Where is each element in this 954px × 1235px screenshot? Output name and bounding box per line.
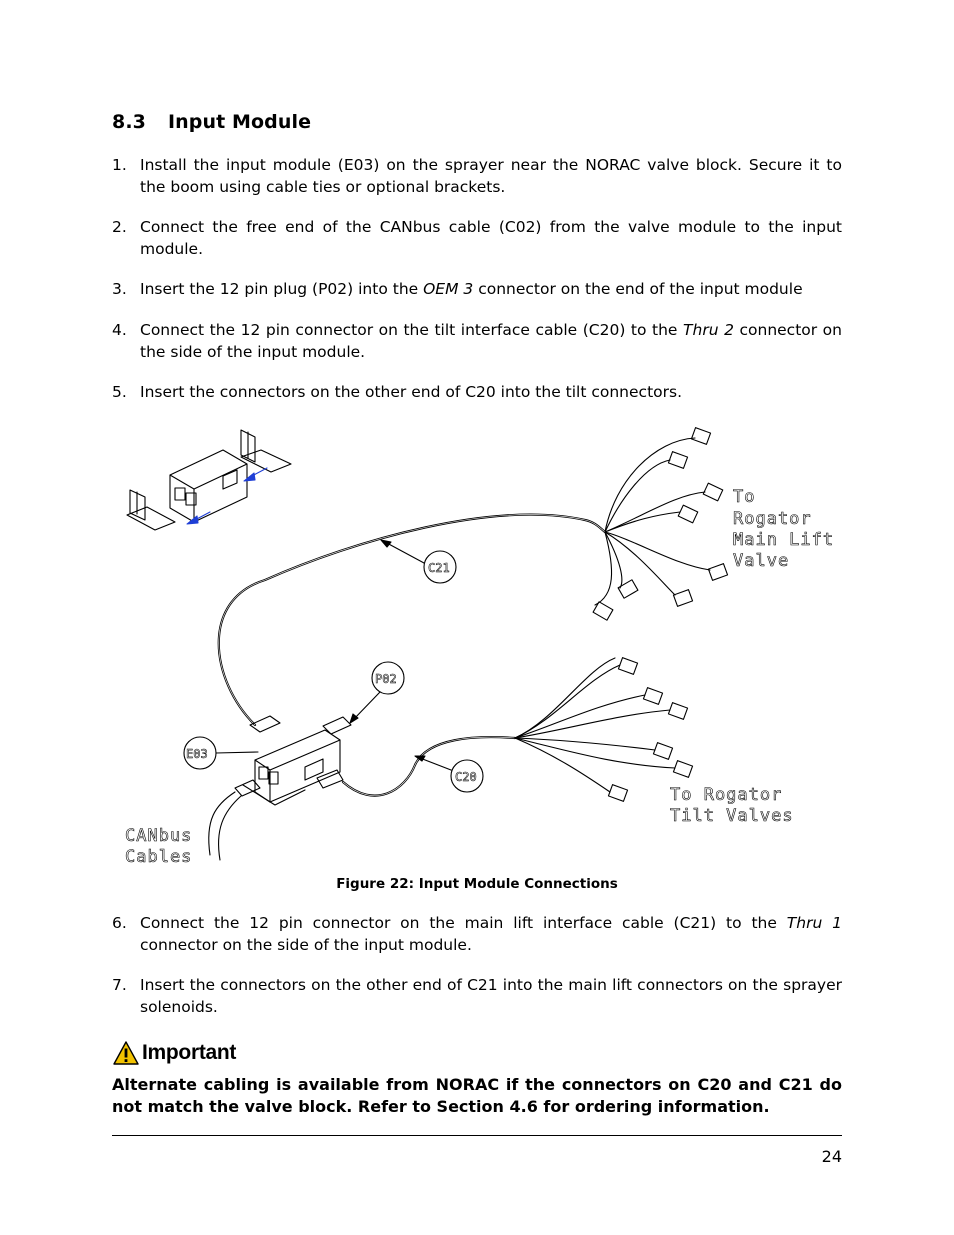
step-number: 7. bbox=[112, 976, 127, 994]
step-number: 2. bbox=[112, 218, 127, 236]
step-text-part: connector on the end of the input module bbox=[473, 280, 803, 298]
footer-rule bbox=[112, 1135, 842, 1136]
canbus-cables bbox=[209, 792, 241, 860]
section-title: Input Module bbox=[168, 111, 312, 133]
warning-triangle-icon bbox=[112, 1040, 140, 1066]
important-label: Important bbox=[142, 1041, 237, 1064]
step-text bbox=[140, 319, 842, 363]
step-text-part: Connect the 12 pin connector on the tilt interface cable (C20) to the bbox=[140, 321, 684, 339]
step-text bbox=[140, 912, 842, 956]
module-bracket-exploded-view bbox=[127, 430, 291, 530]
step-number: 4. bbox=[112, 321, 127, 339]
input-module-connections-figure bbox=[115, 420, 835, 870]
step-text-part: connector on the side of the input module. bbox=[140, 321, 842, 361]
label-c21: C21 bbox=[428, 561, 450, 575]
label-main-lift-4: Valve bbox=[733, 551, 790, 571]
step-4 bbox=[112, 319, 842, 363]
connector-name: Thru 1 bbox=[786, 914, 842, 932]
step-text bbox=[140, 278, 842, 300]
label-main-lift-3: Main Lift bbox=[733, 530, 835, 550]
step-3 bbox=[112, 278, 842, 300]
main-lift-breakout bbox=[593, 428, 727, 621]
step-text: Insert the connectors on the other end of C21 into the main lift connectors on the sprayer solenoids. bbox=[140, 976, 842, 1016]
step-text: Connect the free end of the CANbus cable (C02) from the valve module to the input module. bbox=[140, 218, 842, 258]
step-number: 3. bbox=[112, 280, 127, 298]
c20-cable bbox=[343, 737, 515, 796]
step-text-part: connector on the side of the input module. bbox=[140, 936, 472, 954]
figure-caption: Figure 22: Input Module Connections bbox=[336, 876, 618, 892]
label-c20: C20 bbox=[455, 770, 477, 784]
step-number: 1. bbox=[112, 156, 127, 174]
label-main-lift-2: Rogator bbox=[733, 509, 812, 529]
step-text: Install the input module (E03) on the sprayer near the NORAC valve block. Secure it to the boom using cable ties or optional brackets. bbox=[140, 156, 842, 196]
step-5 bbox=[112, 381, 842, 403]
wiring-diagram bbox=[115, 420, 835, 870]
step-text: Insert the connectors on the other end of C20 into the tilt connectors. bbox=[140, 383, 683, 401]
connector-name: Thru 2 bbox=[683, 321, 734, 339]
connector-name: OEM 3 bbox=[423, 280, 474, 298]
page-number: 24 bbox=[821, 1147, 842, 1166]
c21-cable bbox=[219, 515, 605, 725]
label-canbus-2: Cables bbox=[125, 847, 193, 867]
label-canbus-1: CANbus bbox=[125, 826, 193, 846]
important-heading bbox=[112, 1040, 236, 1066]
section-heading bbox=[112, 111, 311, 133]
step-text-part: Connect the 12 pin connector on the main lift interface cable (C21) to the bbox=[140, 914, 787, 932]
bracket-arrows bbox=[187, 468, 267, 524]
label-tilt-2: Tilt Valves bbox=[670, 806, 794, 826]
step-1 bbox=[112, 154, 842, 198]
step-number: 5. bbox=[112, 383, 127, 401]
step-2 bbox=[112, 216, 842, 260]
label-e03: E03 bbox=[186, 747, 208, 761]
step-7 bbox=[112, 974, 842, 1018]
tilt-breakout bbox=[515, 658, 693, 802]
label-p02: P02 bbox=[375, 672, 397, 686]
step-text-part: Insert the 12 pin plug (P02) into the bbox=[140, 280, 424, 298]
step-6 bbox=[112, 912, 842, 956]
section-number: 8.3 bbox=[112, 111, 146, 133]
important-notice: Alternate cabling is available from NORAC if the connectors on C20 and C21 do not match the valve block. Refer to Section 4.6 for ordering information. bbox=[112, 1075, 842, 1116]
label-tilt-1: To Rogator bbox=[670, 785, 783, 805]
label-main-lift-1: To bbox=[733, 487, 756, 507]
step-number: 6. bbox=[112, 914, 127, 932]
central-input-module bbox=[235, 716, 351, 805]
